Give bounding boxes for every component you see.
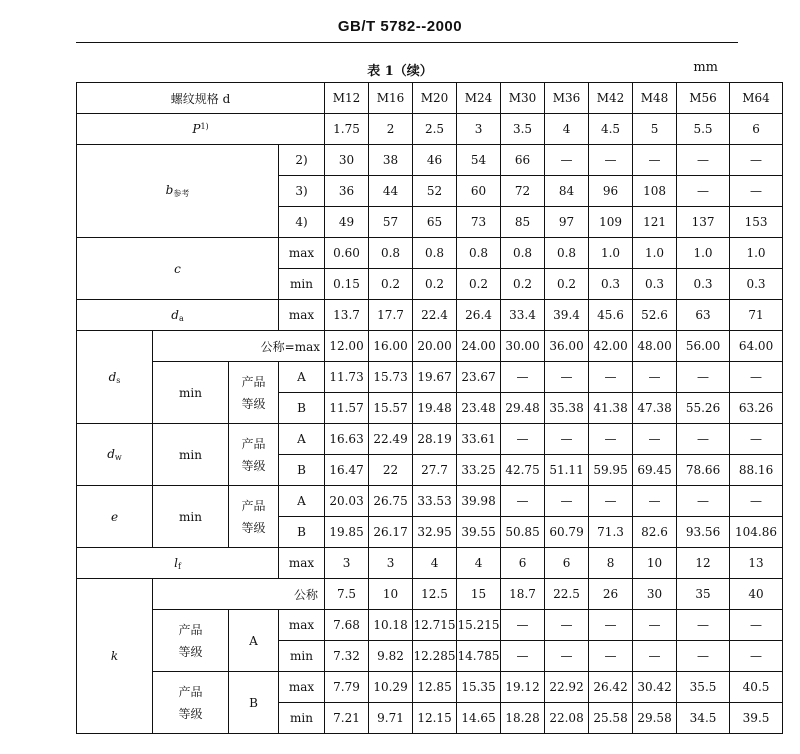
- value-cell: —: [677, 486, 730, 517]
- value-cell: 63.26: [730, 393, 783, 424]
- value-cell: 18.28: [501, 703, 545, 734]
- value-cell: 69.45: [633, 455, 677, 486]
- value-cell: —: [501, 610, 545, 641]
- size-header-cell: M24: [457, 83, 501, 114]
- value-cell: 15.35: [457, 672, 501, 703]
- value-cell: 10.18: [369, 610, 413, 641]
- value-cell: 0.8: [369, 238, 413, 269]
- value-cell: 1.0: [589, 238, 633, 269]
- value-cell: 153: [730, 207, 783, 238]
- value-cell: 60: [457, 176, 501, 207]
- value-cell: 4.5: [589, 114, 633, 145]
- value-cell: 12.715: [413, 610, 457, 641]
- value-cell: 26.42: [589, 672, 633, 703]
- value-cell: 97: [545, 207, 589, 238]
- value-cell: 72: [501, 176, 545, 207]
- value-cell: 9.71: [369, 703, 413, 734]
- value-cell: 0.2: [457, 269, 501, 300]
- value-cell: 50.85: [501, 517, 545, 548]
- value-cell: 0.2: [545, 269, 589, 300]
- value-cell: 66: [501, 145, 545, 176]
- value-cell: —: [633, 424, 677, 455]
- value-cell: 3.5: [501, 114, 545, 145]
- value-cell: 4: [545, 114, 589, 145]
- row-sizes: [77, 83, 783, 114]
- size-header-cell: M16: [369, 83, 413, 114]
- value-cell: —: [589, 424, 633, 455]
- size-header-cell: M42: [589, 83, 633, 114]
- value-cell: 6: [545, 548, 589, 579]
- value-cell: 27.7: [413, 455, 457, 486]
- value-cell: —: [730, 424, 783, 455]
- value-cell: 6: [730, 114, 783, 145]
- value-cell: 57: [369, 207, 413, 238]
- value-cell: —: [677, 610, 730, 641]
- value-cell: 2.5: [413, 114, 457, 145]
- value-cell: 12: [677, 548, 730, 579]
- value-cell: —: [501, 424, 545, 455]
- min-label: min: [153, 486, 229, 548]
- value-cell: 4: [413, 548, 457, 579]
- min-label: min: [279, 269, 325, 300]
- dw-label: $d_w$: [77, 424, 153, 486]
- min-label: min: [153, 424, 229, 486]
- value-cell: 4: [457, 548, 501, 579]
- value-cell: 88.16: [730, 455, 783, 486]
- value-cell: 12.285: [413, 641, 457, 672]
- value-cell: 0.3: [730, 269, 783, 300]
- value-cell: 10: [633, 548, 677, 579]
- value-cell: 8: [589, 548, 633, 579]
- value-cell: 108: [633, 176, 677, 207]
- value-cell: 36.00: [545, 331, 589, 362]
- value-cell: 33.4: [501, 300, 545, 331]
- value-cell: 14.65: [457, 703, 501, 734]
- value-cell: 0.3: [633, 269, 677, 300]
- value-cell: —: [545, 145, 589, 176]
- spec-label: 螺纹规格 d: [77, 83, 325, 114]
- grade-B: B: [279, 517, 325, 548]
- row-k-A-max: [77, 610, 783, 641]
- value-cell: —: [545, 641, 589, 672]
- value-cell: 104.86: [730, 517, 783, 548]
- value-cell: 48.00: [633, 331, 677, 362]
- max-label: max: [279, 548, 325, 579]
- value-cell: —: [677, 424, 730, 455]
- value-cell: 0.8: [413, 238, 457, 269]
- value-cell: 25.58: [589, 703, 633, 734]
- value-cell: 11.57: [325, 393, 369, 424]
- standard-number: GB/T 5782--2000: [337, 18, 463, 35]
- value-cell: 109: [589, 207, 633, 238]
- value-cell: 12.15: [413, 703, 457, 734]
- note-2: 2): [279, 145, 325, 176]
- value-cell: —: [677, 145, 730, 176]
- value-cell: 7.21: [325, 703, 369, 734]
- value-cell: 32.95: [413, 517, 457, 548]
- value-cell: 44: [369, 176, 413, 207]
- value-cell: 29.48: [501, 393, 545, 424]
- value-cell: 30: [633, 579, 677, 610]
- grade-label: 产品 等级: [229, 424, 279, 486]
- size-header-cell: M36: [545, 83, 589, 114]
- value-cell: 59.95: [589, 455, 633, 486]
- value-cell: —: [730, 145, 783, 176]
- max-label: max: [279, 610, 325, 641]
- lf-label: $l_f$: [77, 548, 279, 579]
- value-cell: —: [633, 641, 677, 672]
- value-cell: —: [677, 641, 730, 672]
- value-cell: 71.3: [589, 517, 633, 548]
- size-header-cell: M12: [325, 83, 369, 114]
- value-cell: 137: [677, 207, 730, 238]
- value-cell: 9.82: [369, 641, 413, 672]
- value-cell: 3: [457, 114, 501, 145]
- value-cell: 16.47: [325, 455, 369, 486]
- grade-B: B: [279, 455, 325, 486]
- value-cell: 54: [457, 145, 501, 176]
- value-cell: 12.5: [413, 579, 457, 610]
- value-cell: 40: [730, 579, 783, 610]
- value-cell: 22.49: [369, 424, 413, 455]
- ds-label: $d_s$: [77, 331, 153, 424]
- unit-label: mm: [693, 60, 718, 75]
- value-cell: 1.0: [730, 238, 783, 269]
- value-cell: 3: [325, 548, 369, 579]
- value-cell: —: [501, 641, 545, 672]
- value-cell: 82.6: [633, 517, 677, 548]
- value-cell: —: [589, 641, 633, 672]
- row-dw-A: [77, 424, 783, 455]
- value-cell: 11.73: [325, 362, 369, 393]
- note-3: 3): [279, 176, 325, 207]
- value-cell: 26.17: [369, 517, 413, 548]
- pitch-label: $P^{1)}$: [77, 114, 325, 145]
- value-cell: 96: [589, 176, 633, 207]
- value-cell: 55.26: [677, 393, 730, 424]
- row-pitch: [77, 114, 783, 145]
- value-cell: 35.38: [545, 393, 589, 424]
- value-cell: 23.48: [457, 393, 501, 424]
- value-cell: 20.03: [325, 486, 369, 517]
- value-cell: —: [589, 362, 633, 393]
- value-cell: 12.00: [325, 331, 369, 362]
- value-cell: 26: [589, 579, 633, 610]
- value-cell: 0.8: [545, 238, 589, 269]
- value-cell: 45.6: [589, 300, 633, 331]
- value-cell: 5.5: [677, 114, 730, 145]
- value-cell: 30.00: [501, 331, 545, 362]
- row-b-2: [77, 145, 783, 176]
- value-cell: 78.66: [677, 455, 730, 486]
- value-cell: 0.60: [325, 238, 369, 269]
- grade-B: B: [229, 672, 279, 734]
- value-cell: 7.5: [325, 579, 369, 610]
- value-cell: 56.00: [677, 331, 730, 362]
- grade-label: 产品 等级: [229, 362, 279, 424]
- value-cell: —: [730, 362, 783, 393]
- value-cell: 19.67: [413, 362, 457, 393]
- grade-A: A: [279, 362, 325, 393]
- value-cell: 0.3: [589, 269, 633, 300]
- value-cell: —: [589, 610, 633, 641]
- value-cell: —: [730, 641, 783, 672]
- value-cell: 0.8: [501, 238, 545, 269]
- value-cell: 33.25: [457, 455, 501, 486]
- value-cell: 64.00: [730, 331, 783, 362]
- value-cell: 22: [369, 455, 413, 486]
- value-cell: 42.75: [501, 455, 545, 486]
- size-header-cell: M48: [633, 83, 677, 114]
- row-k-nominal: [77, 579, 783, 610]
- grade-label: 产品 等级: [153, 672, 229, 734]
- value-cell: 15.215: [457, 610, 501, 641]
- value-cell: —: [545, 424, 589, 455]
- value-cell: 51.11: [545, 455, 589, 486]
- value-cell: 3: [369, 548, 413, 579]
- value-cell: 28.19: [413, 424, 457, 455]
- value-cell: 23.67: [457, 362, 501, 393]
- value-cell: 6: [501, 548, 545, 579]
- value-cell: —: [730, 486, 783, 517]
- value-cell: 52: [413, 176, 457, 207]
- value-cell: 7.68: [325, 610, 369, 641]
- b-label: $b_{参考}$: [77, 145, 279, 238]
- value-cell: 19.48: [413, 393, 457, 424]
- value-cell: —: [677, 362, 730, 393]
- value-cell: —: [730, 176, 783, 207]
- value-cell: 14.785: [457, 641, 501, 672]
- size-header-cell: M20: [413, 83, 457, 114]
- max-label: max: [279, 238, 325, 269]
- value-cell: 39.5: [730, 703, 783, 734]
- max-label: max: [279, 672, 325, 703]
- row-c-max: [77, 238, 783, 269]
- value-cell: 10: [369, 579, 413, 610]
- min-label: min: [153, 362, 229, 424]
- value-cell: 93.56: [677, 517, 730, 548]
- value-cell: 16.00: [369, 331, 413, 362]
- value-cell: 29.58: [633, 703, 677, 734]
- value-cell: 1.0: [633, 238, 677, 269]
- size-header-cell: M64: [730, 83, 783, 114]
- value-cell: 0.2: [369, 269, 413, 300]
- value-cell: 35: [677, 579, 730, 610]
- value-cell: 13.7: [325, 300, 369, 331]
- value-cell: —: [730, 610, 783, 641]
- row-e-A: [77, 486, 783, 517]
- value-cell: 30.42: [633, 672, 677, 703]
- value-cell: 52.6: [633, 300, 677, 331]
- value-cell: 121: [633, 207, 677, 238]
- value-cell: 33.53: [413, 486, 457, 517]
- value-cell: 5: [633, 114, 677, 145]
- value-cell: 15.57: [369, 393, 413, 424]
- note-4: 4): [279, 207, 325, 238]
- row-lf-max: [77, 548, 783, 579]
- value-cell: 20.00: [413, 331, 457, 362]
- value-cell: 47.38: [633, 393, 677, 424]
- value-cell: 33.61: [457, 424, 501, 455]
- value-cell: 0.8: [457, 238, 501, 269]
- value-cell: 16.63: [325, 424, 369, 455]
- value-cell: —: [589, 486, 633, 517]
- value-cell: 15.73: [369, 362, 413, 393]
- nominal-max-label: 公称=max: [153, 331, 325, 362]
- value-cell: 73: [457, 207, 501, 238]
- value-cell: 17.7: [369, 300, 413, 331]
- da-label: $d_a$: [77, 300, 279, 331]
- value-cell: —: [633, 610, 677, 641]
- value-cell: 39.55: [457, 517, 501, 548]
- value-cell: 84: [545, 176, 589, 207]
- value-cell: 38: [369, 145, 413, 176]
- row-ds-A: [77, 362, 783, 393]
- value-cell: 36: [325, 176, 369, 207]
- value-cell: 35.5: [677, 672, 730, 703]
- size-header-cell: M30: [501, 83, 545, 114]
- grade-A: A: [229, 610, 279, 672]
- value-cell: —: [677, 176, 730, 207]
- value-cell: 24.00: [457, 331, 501, 362]
- value-cell: —: [501, 362, 545, 393]
- value-cell: 7.79: [325, 672, 369, 703]
- value-cell: 7.32: [325, 641, 369, 672]
- value-cell: 18.7: [501, 579, 545, 610]
- value-cell: 22.08: [545, 703, 589, 734]
- value-cell: 39.98: [457, 486, 501, 517]
- grade-label: 产品 等级: [153, 610, 229, 672]
- value-cell: 39.4: [545, 300, 589, 331]
- header-rule: [76, 42, 738, 43]
- value-cell: —: [633, 486, 677, 517]
- value-cell: 65: [413, 207, 457, 238]
- c-label: c: [77, 238, 279, 300]
- value-cell: 30: [325, 145, 369, 176]
- value-cell: 63: [677, 300, 730, 331]
- k-label: k: [77, 579, 153, 734]
- value-cell: 0.2: [501, 269, 545, 300]
- row-ds-nominal: [77, 331, 783, 362]
- min-label: min: [279, 641, 325, 672]
- value-cell: 42.00: [589, 331, 633, 362]
- value-cell: 60.79: [545, 517, 589, 548]
- value-cell: 15: [457, 579, 501, 610]
- nominal-label: 公称: [153, 579, 325, 610]
- row-k-B-max: [77, 672, 783, 703]
- value-cell: —: [501, 486, 545, 517]
- size-header-cell: M56: [677, 83, 730, 114]
- value-cell: —: [545, 486, 589, 517]
- value-cell: 1.75: [325, 114, 369, 145]
- value-cell: 12.85: [413, 672, 457, 703]
- value-cell: —: [633, 145, 677, 176]
- value-cell: 19.85: [325, 517, 369, 548]
- value-cell: 10.29: [369, 672, 413, 703]
- value-cell: 85: [501, 207, 545, 238]
- value-cell: 0.3: [677, 269, 730, 300]
- value-cell: 34.5: [677, 703, 730, 734]
- value-cell: 19.12: [501, 672, 545, 703]
- grade-B: B: [279, 393, 325, 424]
- grade-A: A: [279, 424, 325, 455]
- max-label: max: [279, 300, 325, 331]
- value-cell: 46: [413, 145, 457, 176]
- value-cell: —: [589, 145, 633, 176]
- grade-A: A: [279, 486, 325, 517]
- value-cell: 22.4: [413, 300, 457, 331]
- value-cell: 0.2: [413, 269, 457, 300]
- value-cell: 26.4: [457, 300, 501, 331]
- value-cell: 26.75: [369, 486, 413, 517]
- value-cell: 71: [730, 300, 783, 331]
- value-cell: 2: [369, 114, 413, 145]
- value-cell: 49: [325, 207, 369, 238]
- value-cell: 22.92: [545, 672, 589, 703]
- min-label: min: [279, 703, 325, 734]
- value-cell: 22.5: [545, 579, 589, 610]
- value-cell: —: [633, 362, 677, 393]
- value-cell: 40.5: [730, 672, 783, 703]
- row-da-max: [77, 300, 783, 331]
- value-cell: 41.38: [589, 393, 633, 424]
- value-cell: 13: [730, 548, 783, 579]
- grade-label: 产品 等级: [229, 486, 279, 548]
- value-cell: —: [545, 610, 589, 641]
- spec-table: [76, 82, 783, 734]
- value-cell: —: [545, 362, 589, 393]
- value-cell: 0.15: [325, 269, 369, 300]
- e-label: e: [77, 486, 153, 548]
- table-title: 表 1（续）: [367, 64, 433, 79]
- value-cell: 1.0: [677, 238, 730, 269]
